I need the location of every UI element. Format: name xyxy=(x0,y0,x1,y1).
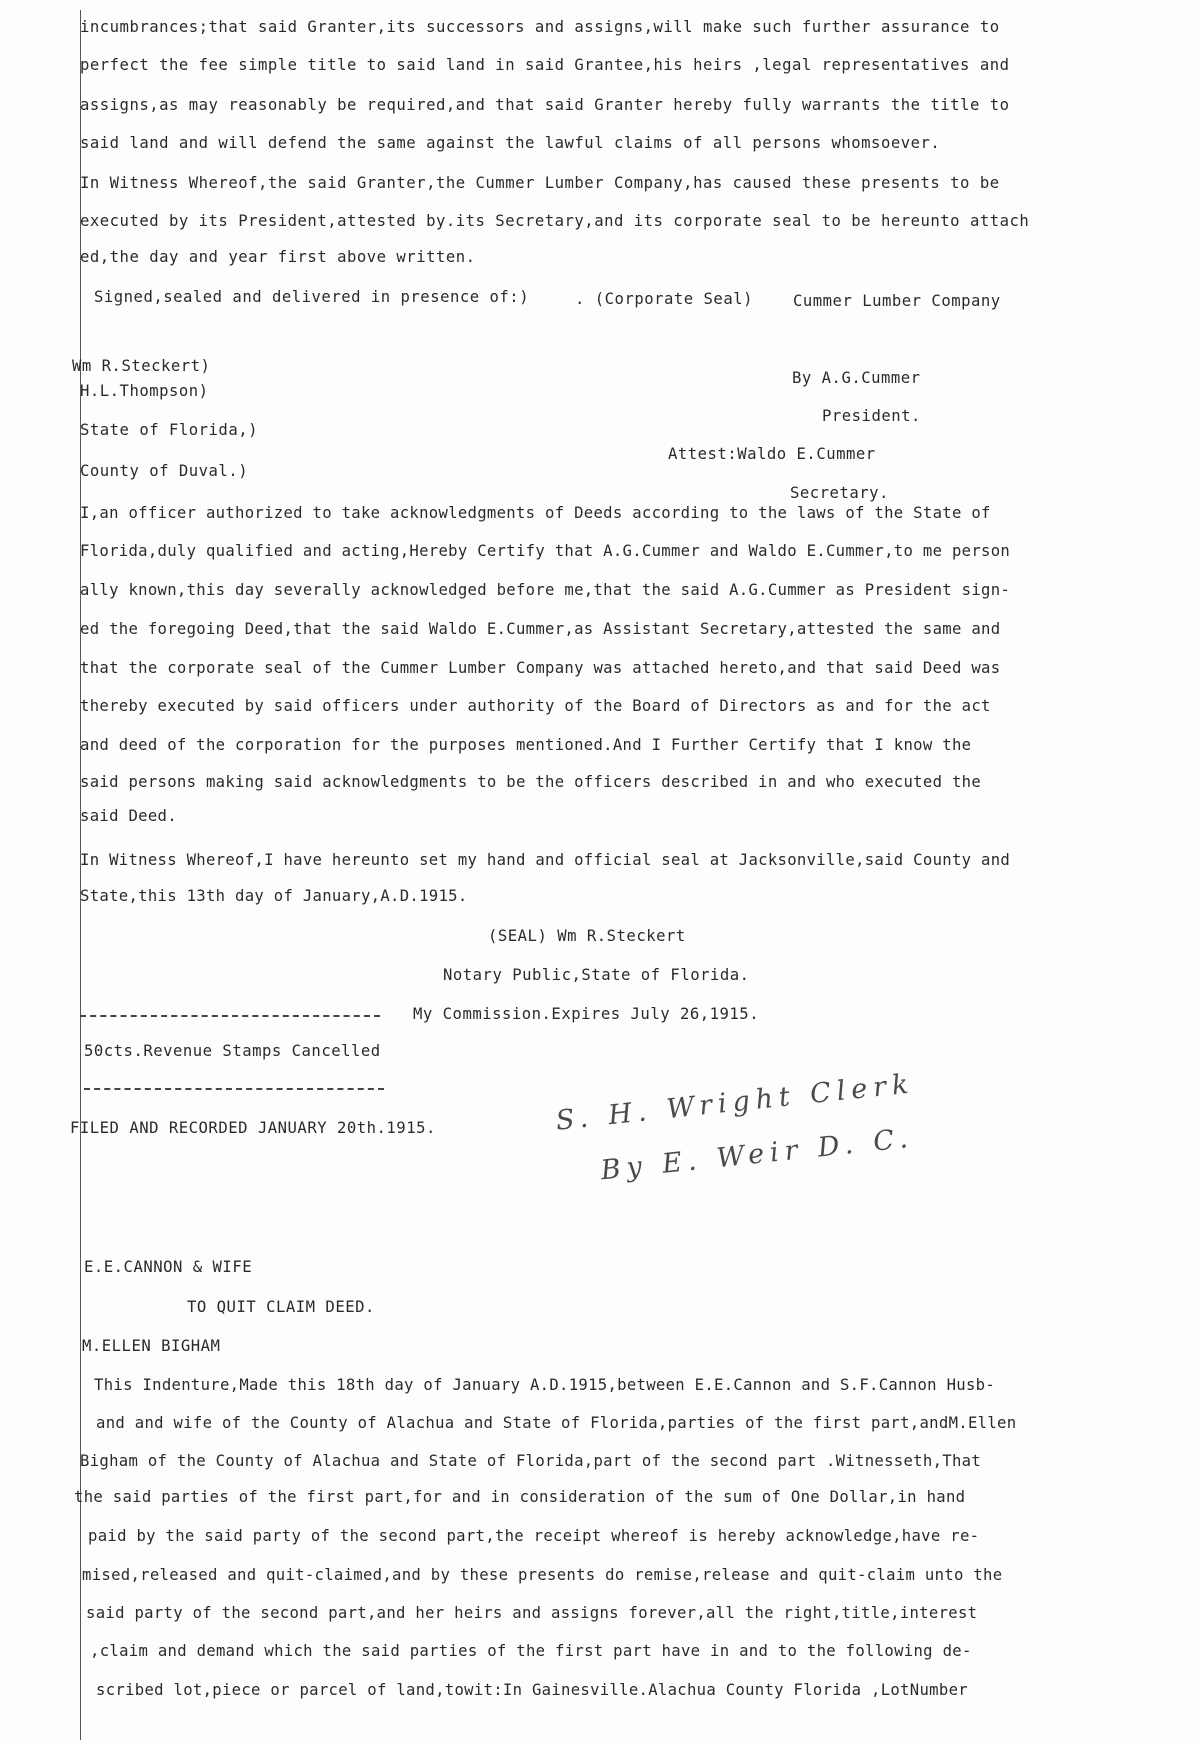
grantee-heading: M.ELLEN BIGHAM xyxy=(82,1337,221,1355)
separator-rule xyxy=(84,1088,384,1090)
acknowledgment-line: said Deed. xyxy=(80,807,177,825)
acknowledgment-line: I,an officer authorized to take acknowledgments of Deeds according to the laws of the State of xyxy=(80,504,991,522)
witness-thompson: H.L.Thompson) xyxy=(80,382,209,400)
signed-sealed-line: Signed,sealed and delivered in presence of:) xyxy=(94,288,530,306)
indenture-line: scribed lot,piece or parcel of land,towit:In Gainesville.Alachua County Florida ,LotNumber xyxy=(96,1681,968,1699)
deputy-clerk-signature: By E. Weir D. C. xyxy=(599,1122,916,1187)
attest-line: Attest:Waldo E.Cummer xyxy=(668,445,876,463)
acknowledgment-line: ally known,this day severally acknowledged before me,that the said A.G.Cummer as President sign- xyxy=(80,581,1011,599)
witness-steckert: Wm R.Steckert) xyxy=(72,357,211,375)
notary-seal-signature: (SEAL) Wm R.Steckert xyxy=(488,927,686,945)
deed-type-heading: TO QUIT CLAIM DEED. xyxy=(187,1298,375,1316)
state-venue: State of Florida,) xyxy=(80,421,258,439)
indenture-line: said party of the second part,and her heirs and assigns forever,all the right,title,interest xyxy=(86,1604,978,1622)
indenture-line: the said parties of the first part,for and in consideration of the sum of One Dollar,in hand xyxy=(74,1488,966,1506)
acknowledgment-line: said persons making said acknowledgments to be the officers described in and who executed the xyxy=(80,773,982,791)
acknowledgment-line: ed the foregoing Deed,that the said Waldo E.Cummer,as Assistant Secretary,attested the same and xyxy=(80,620,1001,638)
company-name: Cummer Lumber Company xyxy=(793,292,1001,310)
acknowledgment-line: Florida,duly qualified and acting,Hereby Certify that A.G.Cummer and Waldo E.Cummer,to me person xyxy=(80,542,1011,560)
left-margin-rule xyxy=(80,10,81,1740)
indenture-line: ,claim and demand which the said parties of the first part have in and to the following de- xyxy=(90,1642,972,1660)
witness-whereof-line: State,this 13th day of January,A.D.1915. xyxy=(80,887,468,905)
grantor-heading: E.E.CANNON & WIFE xyxy=(84,1258,253,1276)
by-signer: By A.G.Cummer xyxy=(792,369,921,387)
witness-whereof-line: In Witness Whereof,I have hereunto set my hand and official seal at Jacksonville,said County and xyxy=(80,851,1011,869)
notary-title: Notary Public,State of Florida. xyxy=(443,966,750,984)
corporate-seal-label: . (Corporate Seal) xyxy=(575,290,753,308)
indenture-line: Bigham of the County of Alachua and State of Florida,part of the second part .Witnesseth,That xyxy=(80,1452,982,1470)
commission-expires: My Commission.Expires July 26,1915. xyxy=(413,1005,760,1023)
paragraph2-line: executed by its President,attested by.its Secretary,and its corporate seal to be hereunto attach xyxy=(80,212,1030,230)
indenture-line: mised,released and quit-claimed,and by these presents do remise,release and quit-claim unto the xyxy=(82,1566,1003,1584)
paragraph2-line: In Witness Whereof,the said Granter,the Cummer Lumber Company,has caused these presents to be xyxy=(80,174,1000,192)
president-title: President. xyxy=(822,407,921,425)
acknowledgment-line: that the corporate seal of the Cummer Lumber Company was attached hereto,and that said Deed was xyxy=(80,659,1001,677)
acknowledgment-line: thereby executed by said officers under authority of the Board of Directors as and for the act xyxy=(80,697,991,715)
paragraph1-line: said land and will defend the same against the lawful claims of all persons whomsoever. xyxy=(80,134,941,152)
revenue-stamps: 50cts.Revenue Stamps Cancelled xyxy=(84,1042,381,1060)
paragraph1-line: assigns,as may reasonably be required,and that said Granter hereby fully warrants the title to xyxy=(80,96,1010,114)
indenture-line: and and wife of the County of Alachua and State of Florida,parties of the first part,andM.Ellen xyxy=(96,1414,1017,1432)
secretary-title: Secretary. xyxy=(790,484,889,502)
paragraph1-line: incumbrances;that said Granter,its successors and assigns,will make such further assurance to xyxy=(80,18,1000,36)
county-venue: County of Duval.) xyxy=(80,462,249,480)
paragraph2-line: ed,the day and year first above written. xyxy=(80,248,476,266)
indenture-line: This Indenture,Made this 18th day of January A.D.1915,between E.E.Cannon and S.F.Cannon Husb- xyxy=(94,1376,996,1394)
filed-recorded: FILED AND RECORDED JANUARY 20th.1915. xyxy=(70,1119,436,1137)
acknowledgment-line: and deed of the corporation for the purposes mentioned.And I Further Certify that I know the xyxy=(80,736,972,754)
separator-rule xyxy=(80,1015,380,1017)
indenture-line: paid by the said party of the second part,the receipt whereof is hereby acknowledge,have re- xyxy=(88,1527,980,1545)
paragraph1-line: perfect the fee simple title to said land in said Grantee,his heirs ,legal representatives and xyxy=(80,56,1010,74)
clerk-signature: S. H. Wright Clerk xyxy=(554,1068,916,1137)
